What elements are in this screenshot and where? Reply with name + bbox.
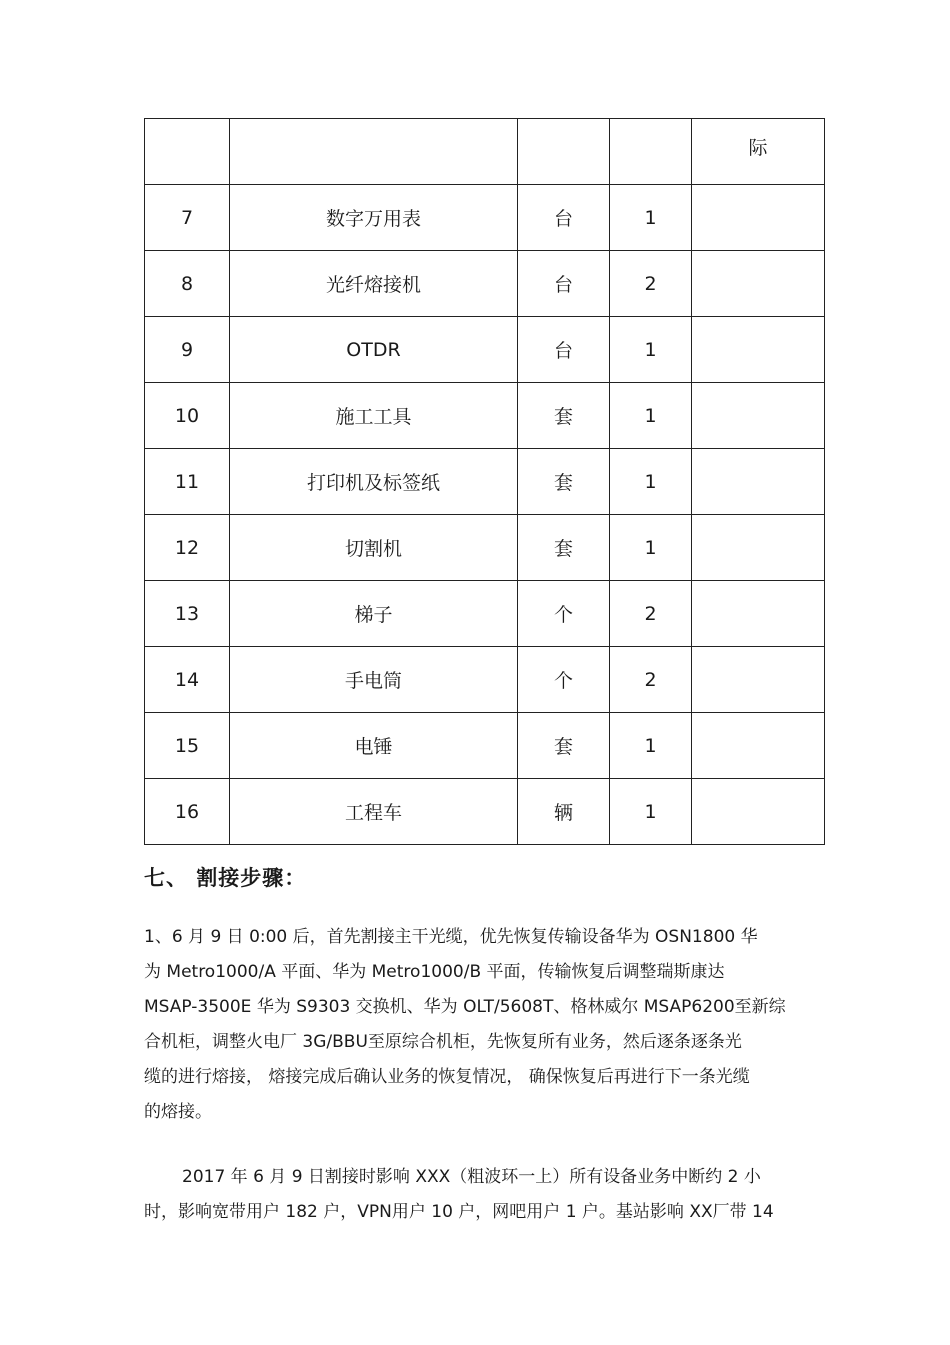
qty-cell: 1 <box>610 317 692 383</box>
table-row <box>145 449 825 515</box>
paragraph-line: 缆的进行熔接， 熔接完成后确认业务的恢复情况， 确保恢复后再进行下一条光缆 <box>144 1067 750 1087</box>
name-cell: OTDR <box>230 317 518 383</box>
note-cell <box>692 581 825 647</box>
name-cell: 电锤 <box>230 713 518 779</box>
note-cell <box>692 713 825 779</box>
unit-cell <box>518 119 610 185</box>
paragraph-line: 的熔接。 <box>144 1102 212 1122</box>
table-row <box>145 515 825 581</box>
note-cell <box>692 251 825 317</box>
index-cell: 12 <box>145 515 230 581</box>
index-cell: 8 <box>145 251 230 317</box>
note-cell <box>692 383 825 449</box>
qty-cell: 2 <box>610 581 692 647</box>
paragraph-line: 为 Metro1000/A 平面、华为 Metro1000/B 平面，传输恢复后调整瑞斯康达 <box>144 962 725 982</box>
table-row <box>145 647 825 713</box>
note-cell <box>692 647 825 713</box>
name-cell: 切割机 <box>230 515 518 581</box>
paragraph-line: MSAP-3500E 华为 S9303 交换机、华为 OLT/5608T、格林威尔 MSAP6200至新综 <box>144 997 786 1017</box>
note-cell <box>692 449 825 515</box>
name-cell: 手电筒 <box>230 647 518 713</box>
paragraph-line: 2017 年 6 月 9 日割接时影响 XXX（粗波环一上）所有设备业务中断约 2 小 <box>182 1167 761 1187</box>
note-cell <box>692 185 825 251</box>
paragraph-line: 合机柜，调整火电厂 3G/BBU至原综合机柜，先恢复所有业务，然后逐条逐条光 <box>144 1032 742 1052</box>
table-row <box>145 713 825 779</box>
qty-cell: 1 <box>610 515 692 581</box>
index-cell: 11 <box>145 449 230 515</box>
table-row <box>145 251 825 317</box>
unit-cell: 台 <box>518 251 610 317</box>
index-cell: 9 <box>145 317 230 383</box>
name-cell <box>230 119 518 185</box>
table-row <box>145 119 825 185</box>
qty-cell: 2 <box>610 251 692 317</box>
name-cell: 工程车 <box>230 779 518 845</box>
name-cell: 数字万用表 <box>230 185 518 251</box>
unit-cell: 台 <box>518 185 610 251</box>
index-cell: 14 <box>145 647 230 713</box>
note-cell <box>692 317 825 383</box>
paragraph-steps <box>144 920 809 1130</box>
qty-cell: 1 <box>610 185 692 251</box>
note-cell: 际 <box>692 119 825 185</box>
unit-cell: 套 <box>518 383 610 449</box>
qty-cell: 1 <box>610 383 692 449</box>
table-row <box>145 185 825 251</box>
unit-cell: 套 <box>518 515 610 581</box>
note-cell <box>692 515 825 581</box>
unit-cell: 套 <box>518 713 610 779</box>
name-cell: 打印机及标签纸 <box>230 449 518 515</box>
index-cell: 15 <box>145 713 230 779</box>
unit-cell: 台 <box>518 317 610 383</box>
index-cell: 16 <box>145 779 230 845</box>
paragraph-line: 1、6 月 9 日 0:00 后，首先割接主干光缆，优先恢复传输设备华为 OSN1800 华 <box>144 927 758 947</box>
qty-cell: 1 <box>610 449 692 515</box>
paragraph-line: 时，影响宽带用户 182 户，VPN用户 10 户，网吧用户 1 户。基站影响 XX厂带 14 <box>144 1202 774 1222</box>
name-cell: 梯子 <box>230 581 518 647</box>
index-cell: 13 <box>145 581 230 647</box>
section-heading: 七、 割接步骤： <box>144 866 307 890</box>
unit-cell: 辆 <box>518 779 610 845</box>
table-row <box>145 779 825 845</box>
qty-cell: 1 <box>610 779 692 845</box>
index-cell: 10 <box>145 383 230 449</box>
qty-cell: 2 <box>610 647 692 713</box>
paragraph-impact <box>144 1160 809 1230</box>
unit-cell: 个 <box>518 647 610 713</box>
name-cell: 施工工具 <box>230 383 518 449</box>
table-row <box>145 383 825 449</box>
note-cell <box>692 779 825 845</box>
index-cell: 7 <box>145 185 230 251</box>
table-row <box>145 581 825 647</box>
equipment-table <box>144 118 825 845</box>
qty-cell: 1 <box>610 713 692 779</box>
index-cell <box>145 119 230 185</box>
unit-cell: 套 <box>518 449 610 515</box>
name-cell: 光纤熔接机 <box>230 251 518 317</box>
table-row <box>145 317 825 383</box>
unit-cell: 个 <box>518 581 610 647</box>
qty-cell <box>610 119 692 185</box>
